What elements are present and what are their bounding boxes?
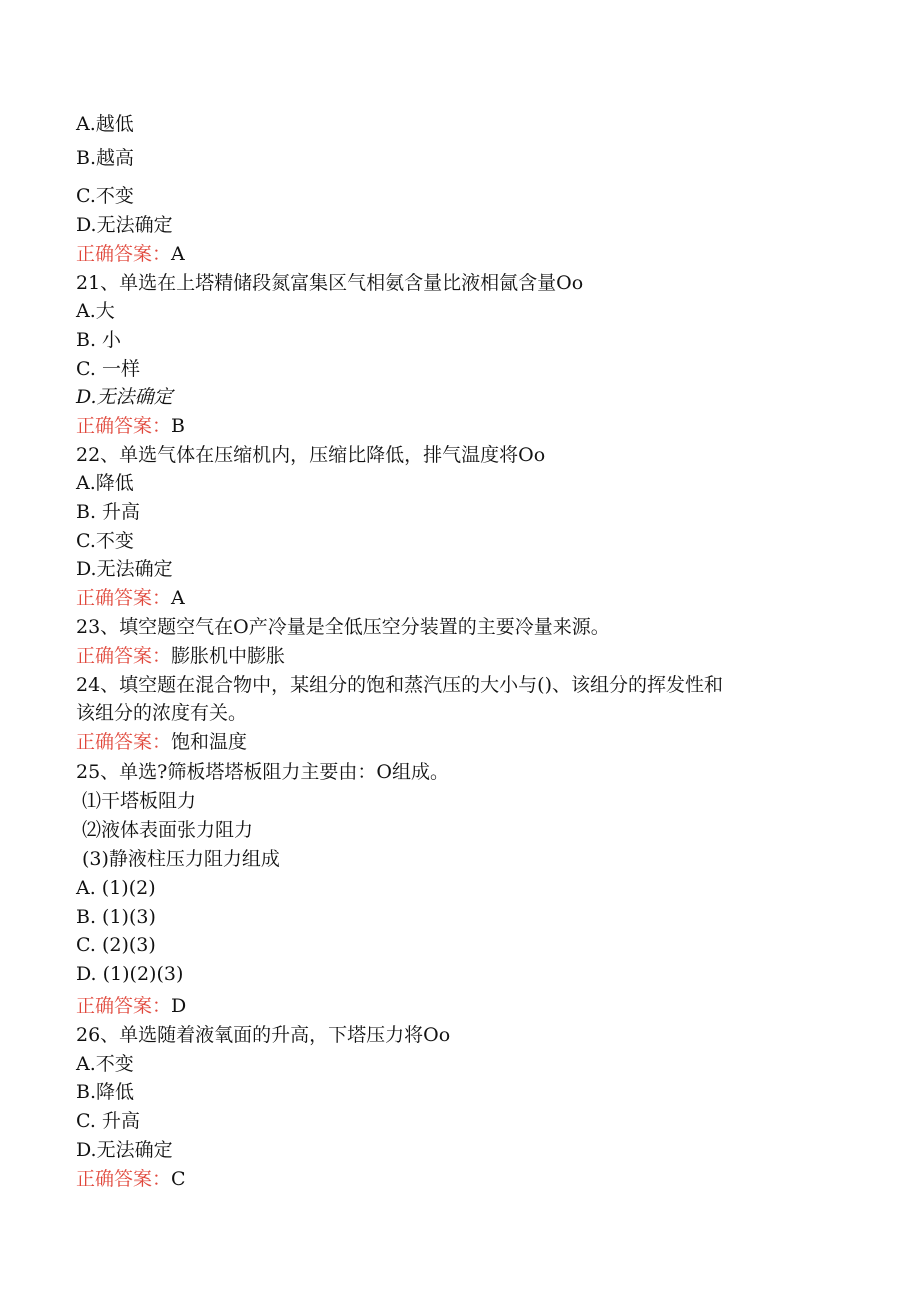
q22-option-d: D.无法确定 [76,558,173,580]
answer-label: 正确答案： [76,243,172,265]
q26-option-d: D.无法确定 [76,1139,173,1161]
q24-answer [76,730,247,754]
q26-option-b: B.降低 [76,1081,135,1103]
q21-answer [76,414,185,438]
q24-stem-line-1: 24、填空题在混合物中，某组分的饱和蒸汽压的大小与()、该组分的挥发性和 [76,674,724,696]
answer-label: 正确答案： [76,415,172,437]
q20-option-c: C.不变 [76,185,134,207]
q25-stem: 25、单选?筛板塔塔板阻力主要由：O组成。 [76,761,449,783]
q20-answer [76,242,185,266]
answer-label: 正确答案： [76,587,172,609]
q26-answer [76,1167,186,1191]
q26-option-c: C. 升高 [76,1110,140,1132]
q21-option-b: B. 小 [76,329,122,351]
q25-item-2: ⑵液体表面张力阻力 [82,819,254,841]
q25-answer [76,994,186,1018]
q22-option-b: B. 升高 [76,501,141,523]
q22-option-c: C.不变 [76,530,134,552]
answer-value: B [171,415,185,437]
answer-label: 正确答案： [76,1168,172,1190]
answer-label: 正确答案： [76,731,172,753]
q25-option-a: A. (1)(2) [76,877,156,899]
q23-answer [76,644,285,668]
q24-stem-line-2: 该组分的浓度有关。 [76,702,248,724]
q25-item-3: (3)静液柱压力阻力组成 [82,848,280,870]
q21-option-c: C. 一样 [76,358,140,380]
q25-option-c: C. (2)(3) [76,934,156,956]
answer-label: 正确答案： [76,645,172,667]
answer-value: D [171,995,187,1017]
answer-label: 正确答案： [76,995,172,1017]
q20-option-a: A.越低 [76,113,134,135]
q25-item-1: ⑴干塔板阻力 [82,790,197,812]
answer-value: A [171,243,185,265]
q22-stem: 22、单选气体在压缩机内，压缩比降低，排气温度将Oo [76,444,546,466]
answer-value: 饱和温度 [171,731,248,753]
q22-answer [76,586,185,610]
answer-value: A [171,587,185,609]
q21-option-a: A.大 [76,300,115,322]
q23-stem: 23、填空题空气在O产冷量是全低压空分装置的主要冷量来源。 [76,616,610,638]
q20-option-b: B.越高 [76,147,135,169]
q26-option-a: A.不变 [76,1053,134,1075]
q21-stem: 21、单选在上塔精储段氮富集区气相氨含量比液相氤含量Oo [76,272,584,294]
q26-stem: 26、单选随着液氧面的升高，下塔压力将Oo [76,1024,451,1046]
q25-option-d: D. (1)(2)(3) [76,963,184,985]
q21-option-d: D.无法确定 [76,386,173,408]
answer-value: 膨胀机中膨胀 [171,645,286,667]
answer-value: C [171,1168,186,1190]
q22-option-a: A.降低 [76,472,134,494]
q25-option-b: B. (1)(3) [76,906,156,928]
q20-option-d: D.无法确定 [76,214,173,236]
